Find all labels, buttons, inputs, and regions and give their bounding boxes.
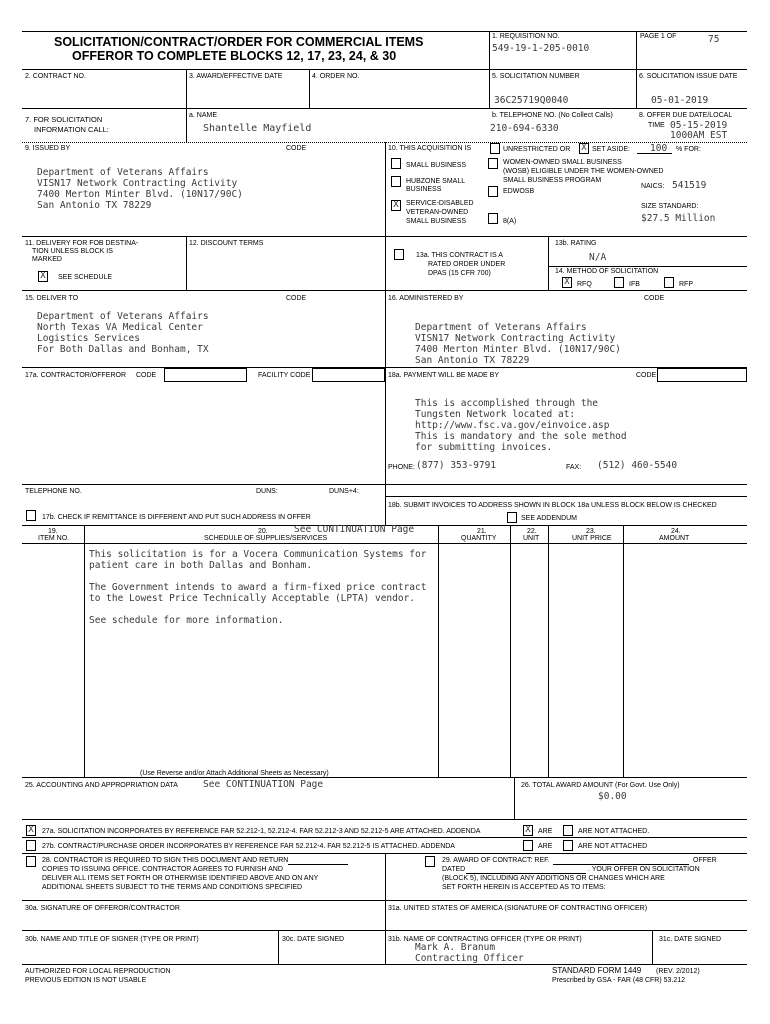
issued-by-line: San Antonio TX 78229 (37, 200, 152, 211)
rule (84, 525, 85, 777)
28-text: DELIVER ALL ITEMS SET FORTH OR OTHERWISE IDENTIFIED ABOVE AND ON ANY (42, 875, 319, 882)
small-business-label: SMALL BUSINESS (406, 162, 467, 169)
schedule-body-line: This solicitation is for a Vocera Communication Systems for (89, 549, 427, 560)
sdvosb-label: SMALL BUSINESS (406, 218, 467, 225)
hubzone-label: HUBZONE SMALL (406, 178, 466, 185)
8a-label: 8(A) (503, 218, 517, 225)
footer-left: AUTHORIZED FOR LOCAL REPRODUCTION (25, 968, 171, 975)
31b-label: 31b. NAME OF CONTRACTING OFFICER (TYPE OR PRINT) (388, 936, 582, 943)
contracting-officer-title: Contracting Officer (415, 953, 524, 964)
duns4-label: DUNS+4: (329, 488, 359, 495)
see-addendum-label: SEE ADDENDUM (521, 515, 578, 522)
see-schedule-checkbox[interactable]: X (38, 271, 48, 282)
administered-by-line: San Antonio TX 78229 (415, 355, 530, 366)
rule (385, 496, 747, 497)
issued-by-label: 9. ISSUED BY (25, 145, 71, 152)
col19-number: 19. (48, 528, 58, 535)
col20-number: 20. (258, 528, 268, 535)
col20-header: SCHEDULE OF SUPPLIES/SERVICES (204, 535, 328, 542)
wosb-label: WOMEN-OWNED SMALL BUSINESS (503, 159, 622, 166)
due-time-value[interactable]: 1000AM EST (670, 130, 728, 141)
28-text: 28. CONTRACTOR IS REQUIRED TO SIGN THIS DOCUMENT AND RETURN (42, 857, 289, 864)
rule (652, 930, 653, 964)
remittance-checkbox[interactable] (26, 510, 36, 521)
col22-header: UNIT (523, 535, 540, 542)
phone-label: b. TELEPHONE NO. (No Collect Calls) (492, 112, 613, 119)
percent-value[interactable]: 100 (650, 143, 668, 154)
deliver-to-line: Logistics Services (37, 333, 140, 344)
method-label: 14. METHOD OF SOLICITATION (555, 268, 659, 275)
rule (385, 484, 386, 525)
page-total: 75 (708, 34, 720, 45)
rule (385, 142, 386, 484)
27a-checkbox[interactable]: X (26, 825, 36, 836)
contractor-code-field[interactable] (164, 368, 247, 382)
27b-are-not-label: ARE NOT ATTACHED (578, 843, 648, 850)
rule (623, 525, 624, 777)
contractor-label: 17a. CONTRACTOR/OFFEROR (25, 372, 126, 379)
administered-by-label: 16. ADMINISTERED BY (388, 295, 464, 302)
col20-note: See CONTINUATION Page (294, 524, 415, 535)
see-addendum-checkbox[interactable] (507, 512, 517, 523)
offer-due-label: 8. OFFER DUE DATE/LOCAL (639, 112, 733, 119)
schedule-body-line: See schedule for more information. (89, 615, 284, 626)
schedule-body-line: patient care in both Dallas and Bonham. (89, 560, 313, 571)
27a-are-label: ARE (538, 828, 553, 835)
sdvosb-checkbox[interactable]: X (391, 200, 401, 211)
info-call-label2: INFORMATION CALL: (34, 125, 109, 134)
issue-date-value[interactable]: 05-01-2019 (651, 95, 709, 106)
due-date-value[interactable]: 05-15-2019 (670, 120, 728, 131)
total-award-label: 26. TOTAL AWARD AMOUNT (For Govt. Use Only) (521, 782, 680, 789)
hubzone-checkbox[interactable] (391, 176, 401, 187)
discount-terms-label: 12. DISCOUNT TERMS (189, 240, 264, 247)
rule (22, 837, 747, 838)
col21-number: 21. (477, 528, 487, 535)
form-title-line1: SOLICITATION/CONTRACT/ORDER FOR COMMERCIAL ITEMS (54, 35, 424, 49)
rated-order-label: 13a. THIS CONTRACT IS A (416, 252, 503, 259)
ifb-label: IFB (629, 281, 640, 288)
contract-no-label: 2. CONTRACT NO. (25, 73, 86, 80)
payment-line: http://www.fsc.va.gov/einvoice.asp (415, 420, 610, 431)
naics-value: 541519 (672, 180, 707, 191)
time-label: TIME (648, 122, 665, 129)
deliver-to-line: Department of Veterans Affairs (37, 311, 209, 322)
facility-code-label: FACILITY CODE (258, 372, 311, 379)
29-text: (BLOCK 5), INCLUDING ANY ADDITIONS OR CHANGES WHICH ARE (442, 875, 665, 882)
page-label: PAGE 1 OF (640, 33, 677, 40)
size-standard-value: $27.5 Million (641, 213, 716, 224)
rating-value: N/A (589, 252, 607, 263)
remittance-label: 17b. CHECK IF REMITTANCE IS DIFFERENT AND PUT SUCH ADDRESS IN OFFER (42, 514, 311, 521)
form-title-line2: OFFEROR TO COMPLETE BLOCKS 12, 17, 23, 24, & 30 (72, 49, 397, 63)
issued-by-line: 7400 Merton Minter Blvd. (10N17/90C) (37, 189, 243, 200)
29-text: DATED (442, 866, 466, 873)
delivery-label: MARKED (32, 256, 62, 263)
name-label: a. NAME (189, 112, 218, 119)
footer-left: PREVIOUS EDITION IS NOT USABLE (25, 977, 147, 984)
issued-by-line: VISN17 Network Contracting Activity (37, 178, 238, 189)
rule (22, 108, 747, 109)
contracting-officer-name: Mark A. Branum (415, 942, 496, 953)
set-aside-checkbox[interactable]: X (579, 143, 589, 154)
accounting-label: 25. ACCOUNTING AND APPROPRIATION DATA (25, 782, 178, 789)
award-date-label: 3. AWARD/EFFECTIVE DATE (189, 73, 283, 80)
rule (510, 525, 511, 777)
small-business-checkbox[interactable] (391, 158, 401, 169)
rule (186, 108, 187, 142)
schedule-body-line: to the Lowest Price Technically Acceptable (LPTA) vendor. (89, 593, 416, 604)
rule (438, 525, 439, 777)
27b-checkbox[interactable] (26, 840, 36, 851)
acquisition-label: 10. THIS ACQUISITION IS (388, 145, 472, 152)
info-call-label: 7. FOR SOLICITATION (25, 115, 103, 124)
wosb-label: SMALL BUSINESS PROGRAM (503, 177, 602, 184)
hubzone-label: BUSINESS (406, 186, 442, 193)
wosb-label: (WOSB) ELIGIBLE UNDER THE WOMEN-OWNED (503, 168, 664, 175)
rated-order-label: DPAS (15 CFR 700) (428, 270, 491, 277)
deliver-to-line: For Both Dallas and Bonham, TX (37, 344, 209, 355)
8a-checkbox[interactable] (488, 213, 498, 224)
29-text: . YOUR OFFER ON SOLICITATION (588, 866, 700, 873)
rated-order-label: RATED ORDER UNDER (428, 261, 506, 268)
28-text: COPIES TO ISSUING OFFICE. CONTRACTOR AGREES TO FURNISH AND (42, 866, 283, 873)
30c-label: 30c. DATE SIGNED (282, 936, 345, 943)
col21-header: QUANTITY (461, 535, 497, 542)
27a-are-not-label: ARE NOT ATTACHED. (578, 828, 650, 835)
delivery-label: TION UNLESS BLOCK IS (32, 248, 113, 255)
payment-fax-value: (512) 460-5540 (597, 460, 678, 471)
payment-line: This is mandatory and the sole method (415, 431, 627, 442)
delivery-label: 11. DELIVERY FOR FOB DESTINA- (25, 240, 139, 247)
total-award-value: $0.00 (598, 791, 627, 802)
solicitation-no-label: 5. SOLICITATION NUMBER (492, 73, 580, 80)
rule (548, 236, 549, 290)
set-aside-label: SET ASIDE: (592, 146, 630, 153)
27b-are-label: ARE (538, 843, 553, 850)
accounting-value: See CONTINUATION Page (203, 779, 324, 790)
27a-are-not-checkbox[interactable] (563, 825, 573, 836)
copies-blank[interactable] (288, 864, 348, 865)
issued-by-code-label: CODE (286, 145, 307, 152)
unrestricted-label: UNRESTRICTED OR (503, 146, 571, 153)
col23-header: UNIT PRICE (572, 535, 612, 542)
size-standard-label: SIZE STANDARD: (641, 203, 699, 210)
27b-are-checkbox[interactable] (523, 840, 533, 851)
29-offer: OFFER (693, 857, 717, 864)
issue-date-label: 6. SOLICITATION ISSUE DATE (639, 73, 738, 80)
percent-line (637, 153, 672, 154)
rule (186, 69, 187, 108)
payment-line: Tungsten Network located at: (415, 409, 576, 420)
rfq-label: RFQ (577, 281, 592, 288)
rule (22, 777, 747, 778)
27b-are-not-checkbox[interactable] (563, 840, 573, 851)
col24-number: 24. (671, 528, 681, 535)
payment-code-field[interactable] (657, 368, 747, 382)
edwosb-label: EDWOSB (503, 188, 535, 195)
rule (514, 777, 515, 819)
col19-header: ITEM NO. (38, 535, 70, 542)
payment-line: for submitting invoices. (415, 442, 553, 453)
31a-label: 31a. UNITED STATES OF AMERICA (SIGNATURE OF CONTRACTING OFFICER) (388, 905, 648, 912)
issued-by-line: Department of Veterans Affairs (37, 167, 209, 178)
form-revision: (REV. 2/2012) (656, 968, 700, 975)
ref-blank[interactable] (553, 864, 689, 865)
rule (22, 819, 747, 820)
payment-label: 18a. PAYMENT WILL BE MADE BY (388, 372, 499, 379)
contact-name-value[interactable]: Shantelle Mayfield (203, 123, 312, 134)
percent-for-label: % FOR: (676, 146, 701, 153)
schedule-footer-note: (Use Reverse and/or Attach Additional Sheets as Necessary) (140, 770, 329, 777)
dated-blank[interactable] (466, 873, 586, 874)
rule (309, 69, 310, 108)
payment-phone-value: (877) 353-9791 (416, 460, 497, 471)
phone-value[interactable]: 210-694-6330 (490, 123, 559, 134)
rfp-checkbox[interactable] (664, 277, 674, 288)
administered-by-line: 7400 Merton Minter Blvd. (10N17/90C) (415, 344, 621, 355)
administered-by-code-label: CODE (644, 295, 665, 302)
payment-fax-label: FAX: (566, 464, 582, 471)
rule (186, 236, 187, 290)
col22-number: 22. (527, 528, 537, 535)
payment-code-label: CODE (636, 372, 657, 379)
administered-by-line: Department of Veterans Affairs (415, 322, 587, 333)
rule (636, 31, 637, 108)
naics-label: NAICS: (641, 183, 665, 190)
rule (489, 31, 490, 108)
submit-invoices-label: 18b. SUBMIT INVOICES TO ADDRESS SHOWN IN BLOCK 18a UNLESS BLOCK BELOW IS CHECKED (388, 502, 717, 509)
wosb-checkbox[interactable] (488, 158, 498, 169)
31c-label: 31c. DATE SIGNED (659, 936, 722, 943)
rule (385, 853, 386, 964)
administered-by-line: VISN17 Network Contracting Activity (415, 333, 616, 344)
27a-text: 27a. SOLICITATION INCORPORATES BY REFERENCE FAR 52.212-1, 52.212-4. FAR 52.212-3 AND 52.212-5 ARE ATTACHED. ADDENDA (42, 828, 481, 835)
payment-line: This is accomplished through the (415, 398, 599, 409)
rule (22, 543, 747, 544)
27b-text: 27b. CONTRACT/PURCHASE ORDER INCORPORATES BY REFERENCE FAR 52.212-4. FAR 52.212-5 IS ATTACHED. ADDENDA (42, 843, 455, 850)
rule (22, 31, 747, 32)
ifb-checkbox[interactable] (614, 277, 624, 288)
rule (22, 964, 747, 965)
rule (22, 69, 747, 70)
29-text: 29. AWARD OF CONTRACT: REF. (442, 857, 550, 864)
rated-order-checkbox[interactable] (394, 249, 404, 260)
col23-number: 23. (586, 528, 596, 535)
form-name: STANDARD FORM 1449 (552, 966, 642, 975)
see-schedule-label: SEE SCHEDULE (58, 274, 113, 281)
requisition-label: 1. REQUISITION NO. (492, 33, 560, 40)
rule (548, 266, 747, 267)
deliver-to-label: 15. DELIVER TO (25, 295, 79, 302)
30b-label: 30b. NAME AND TITLE OF SIGNER (TYPE OR PRINT) (25, 936, 199, 943)
unrestricted-checkbox[interactable] (490, 143, 500, 154)
solicitation-no-value[interactable]: 36C25719Q0040 (494, 95, 569, 106)
28-checkbox[interactable] (26, 856, 36, 867)
27a-are-checkbox[interactable]: X (523, 825, 533, 836)
rule (548, 525, 549, 777)
col24-header: AMOUNT (659, 535, 690, 542)
duns-label: DUNS: (256, 488, 278, 495)
rfp-label: RFP (679, 281, 693, 288)
sdvosb-label: SERVICE-DISABLED (406, 200, 474, 207)
deliver-to-code-label: CODE (286, 295, 307, 302)
prescribed-by: Prescribed by GSA - FAR (48 CFR) 53.212 (552, 977, 686, 984)
schedule-body-line: The Government intends to award a firm-fixed price contract (89, 582, 427, 593)
29-text: SET FORTH HEREIN IS ACCEPTED AS TO ITEMS: (442, 884, 606, 891)
rule (278, 930, 279, 964)
order-no-label: 4. ORDER NO. (312, 73, 360, 80)
30a-label: 30a. SIGNATURE OF OFFEROR/CONTRACTOR (25, 905, 180, 912)
rfq-checkbox[interactable]: X (562, 277, 572, 288)
contractor-code-label: CODE (136, 372, 157, 379)
edwosb-checkbox[interactable] (488, 186, 498, 197)
payment-phone-label: PHONE: (388, 464, 415, 471)
deliver-to-line: North Texas VA Medical Center (37, 322, 203, 333)
rating-label: 13b. RATING (555, 240, 597, 247)
28-text: ADDITIONAL SHEETS SUBJECT TO THE TERMS AND CONDITIONS SPECIFIED (42, 884, 303, 891)
sdvosb-label: VETERAN-OWNED (406, 209, 469, 216)
29-checkbox[interactable] (425, 856, 435, 867)
telephone-label: TELEPHONE NO. (25, 488, 82, 495)
requisition-value[interactable]: 549-19-1-205-0010 (492, 43, 590, 54)
facility-code-field[interactable] (312, 368, 385, 382)
